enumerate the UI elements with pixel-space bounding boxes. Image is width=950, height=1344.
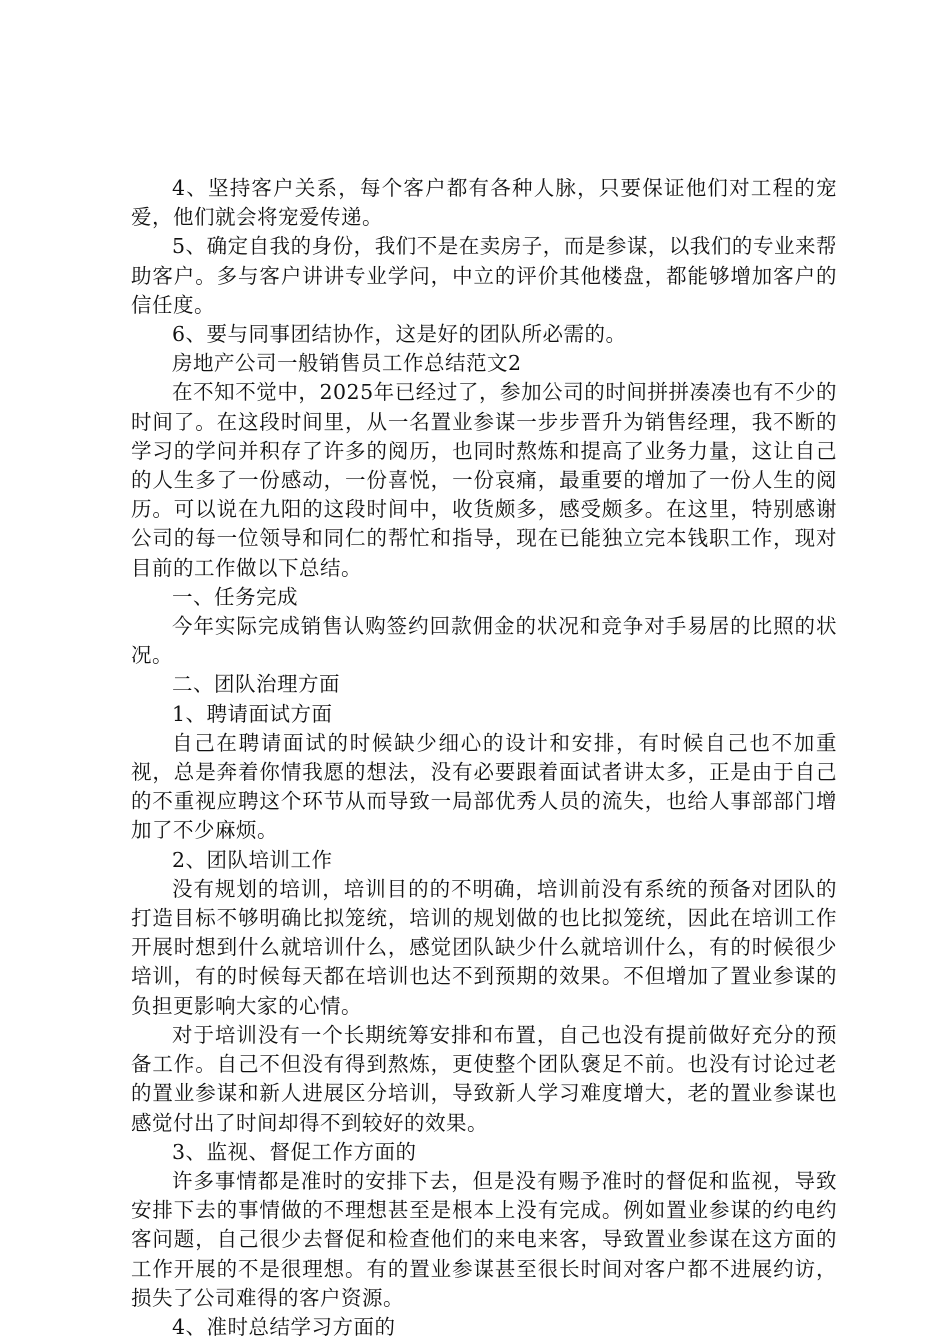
heading-supervision: 3、监视、督促工作方面的 (172, 1139, 417, 1164)
heading-task-completion: 一、任务完成 (172, 584, 298, 609)
paragraph-teamwork: 6、要与同事团结协作，这是好的团队所必需的。 (172, 322, 627, 347)
document-body (131, 174, 837, 1342)
heading-recruitment: 1、聘请面试方面 (172, 701, 333, 726)
paragraph-intro: 在不知不觉中，2025年已经过了，参加公司的时间拼拼凑凑也有不少的时间了。在这段时间里，从一名置业参谋一步步晋升为销售经理，我不断的学习的学问并积存了许多的阅历，也同时熬炼和提高了业务力量，这让自己的人生多了一份感动，一份喜悦，一份哀痛，最重要的增加了一份人生的阅历。可以说在九阳的这段时间中，收货颇多，感受颇多。在这里，特别感谢公司的每一位领导和同仁的帮忙和指导，现在已能独立完本钱职工作，现对目前的工作做以下总结。 (131, 380, 837, 580)
paragraph-recruitment: 自己在聘请面试的时候缺少细心的设计和安排，有时候自己也不加重视，总是奔着你情我愿的想法，没有必要跟着面试者讲太多，正是由于自己的不重视应聘这个环节从而导致一局部优秀人员的流失，也给人事部部门增加了不少麻烦。 (131, 730, 837, 843)
section-title: 房地产公司一般销售员工作总结范文2 (172, 351, 522, 376)
paragraph-training-1: 没有规划的培训，培训目的的不明确，培训前没有系统的预备对团队的打造目标不够明确比拟笼统，培训的规划做的也比拟笼统，因此在培训工作开展时想到什么就培训什么，感觉团队缺少什么就培训什么，有的时候很少培训，有的时候每天都在培训也达不到预期的效果。不但增加了置业参谋的负担更影响大家的心情。 (131, 876, 837, 1018)
heading-training: 2、团队培训工作 (172, 847, 333, 872)
paragraph-training-2: 对于培训没有一个长期统筹安排和布置，自己也没有提前做好充分的预备工作。自己不但没有得到熬炼，更使整个团队褒足不前。也没有讨论过老的置业参谋和新人进展区分培训，导致新人学习难度增大，老的置业参谋也感觉付出了时间却得不到较好的效果。 (131, 1022, 837, 1135)
paragraph-customer-relations: 4、坚持客户关系，每个客户都有各种人脉，只要保证他们对工程的宠爱，他们就会将宠爱传递。 (131, 176, 837, 230)
heading-team-management: 二、团队治理方面 (172, 672, 340, 697)
heading-summary-learning: 4、准时总结学习方面的 (172, 1314, 396, 1339)
paragraph-supervision: 许多事情都是准时的安排下去，但是没有赐予准时的督促和监视，导致安排下去的事情做的不理想甚至是根本上没有完成。例如置业参谋的约电约客问题，自己很少去督促和检查他们的来电来客，导致置业参谋在这方面的工作开展的不是很理想。有的置业参谋甚至很长时间对客户都不进展约访，损失了公司难得的客户资源。 (131, 1168, 837, 1310)
paragraph-self-identity: 5、确定自我的身份，我们不是在卖房子，而是参谋，以我们的专业来帮助客户。多与客户讲讲专业学问，中立的评价其他楼盘，都能够增加客户的信任度。 (131, 234, 837, 317)
paragraph-task-completion: 今年实际完成销售认购签约回款佣金的状况和竞争对手易居的比照的状况。 (131, 614, 837, 668)
